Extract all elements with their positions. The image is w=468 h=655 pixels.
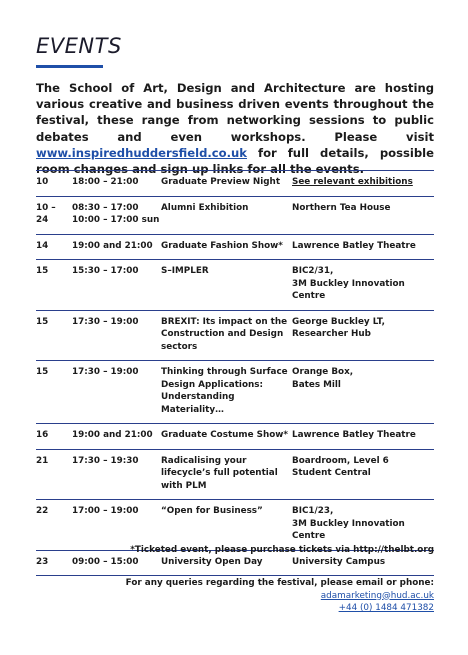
event-venue: BIC1/23, 3M Buckley Innovation Centre [292,500,434,551]
event-name: “Open for Business” [161,500,292,551]
event-name: S–IMPLER [161,260,292,311]
table-row [36,260,434,311]
event-venue: Northern Tea House [292,196,434,234]
table-row [36,310,434,361]
table-row [36,361,434,424]
intro-text-after: for full details, possible room changes and sign up links for all the events. [36,145,434,177]
event-date: 15 [36,361,72,424]
table-row [36,449,434,500]
table-row [36,171,434,197]
event-time: 18:00 – 21:00 [72,171,161,197]
event-date: 14 [36,234,72,260]
intro-text-before: The School of Art, Design and Architecture are hosting various creative and business driven events throughout the festival, these range from networking sessions to public debates and even workshops. Please visit [36,81,434,144]
event-venue: Orange Box, Bates Mill [292,361,434,424]
event-venue: BIC2/31, 3M Buckley Innovation Centre [292,260,434,311]
event-date: 21 [36,449,72,500]
table-row [36,234,434,260]
table-row [36,500,434,551]
event-time: 17:30 – 19:00 [72,310,161,361]
page-title: EVENTS [36,34,122,58]
website-link[interactable]: www.inspiredhuddersfield.co.uk [36,145,248,160]
event-date: 10 – 24 [36,196,72,234]
event-date: 15 [36,260,72,311]
event-date: 23 [36,550,72,576]
event-time: 19:00 and 21:00 [72,424,161,450]
event-venue: Boardroom, Level 6 Student Central [292,449,434,500]
event-name: Graduate Preview Night [161,171,292,197]
table-row [36,424,434,450]
event-name: Radicalising your lifecycle’s full potential with PLM [161,449,292,500]
event-date: 22 [36,500,72,551]
event-time: 15:30 – 17:00 [72,260,161,311]
event-time: 17:00 – 19:00 [72,500,161,551]
contact-text: For any queries regarding the festival, please email or phone: [125,578,434,588]
contact-email-link[interactable]: adamarketing@hud.ac.uk [320,590,434,601]
event-name: BREXIT: Its impact on the Construction and Design sectors [161,310,292,361]
event-date: 15 [36,310,72,361]
event-venue[interactable]: See relevant exhibitions [292,171,434,197]
event-time: 08:30 – 17:00 10:00 – 17:00 sun [72,196,161,234]
ticket-footnote: *Ticketed event, please purchase tickets via http://thelbt.org [130,545,434,555]
event-name: Alumni Exhibition [161,196,292,234]
event-venue: George Buckley LT, Researcher Hub [292,310,434,361]
event-time: 19:00 and 21:00 [72,234,161,260]
event-time: 09:00 – 15:00 [72,550,161,576]
event-date: 16 [36,424,72,450]
event-name: Thinking through Surface Design Applications: Understanding Materiality… [161,361,292,424]
event-time: 17:30 – 19:30 [72,449,161,500]
contact-block [126,577,434,615]
event-time: 17:30 – 19:00 [72,361,161,424]
event-name: University Open Day [161,550,292,576]
intro-paragraph [36,80,434,177]
table-row [36,196,434,234]
title-underline [36,65,103,68]
events-table [36,170,434,576]
contact-phone-link[interactable]: +44 (0) 1484 471382 [338,603,434,613]
event-name: Graduate Costume Show* [161,424,292,450]
event-venue: Lawrence Batley Theatre [292,234,434,260]
event-venue: University Campus [292,550,434,576]
event-name: Graduate Fashion Show* [161,234,292,260]
event-venue: Lawrence Batley Theatre [292,424,434,450]
event-date: 10 [36,171,72,197]
